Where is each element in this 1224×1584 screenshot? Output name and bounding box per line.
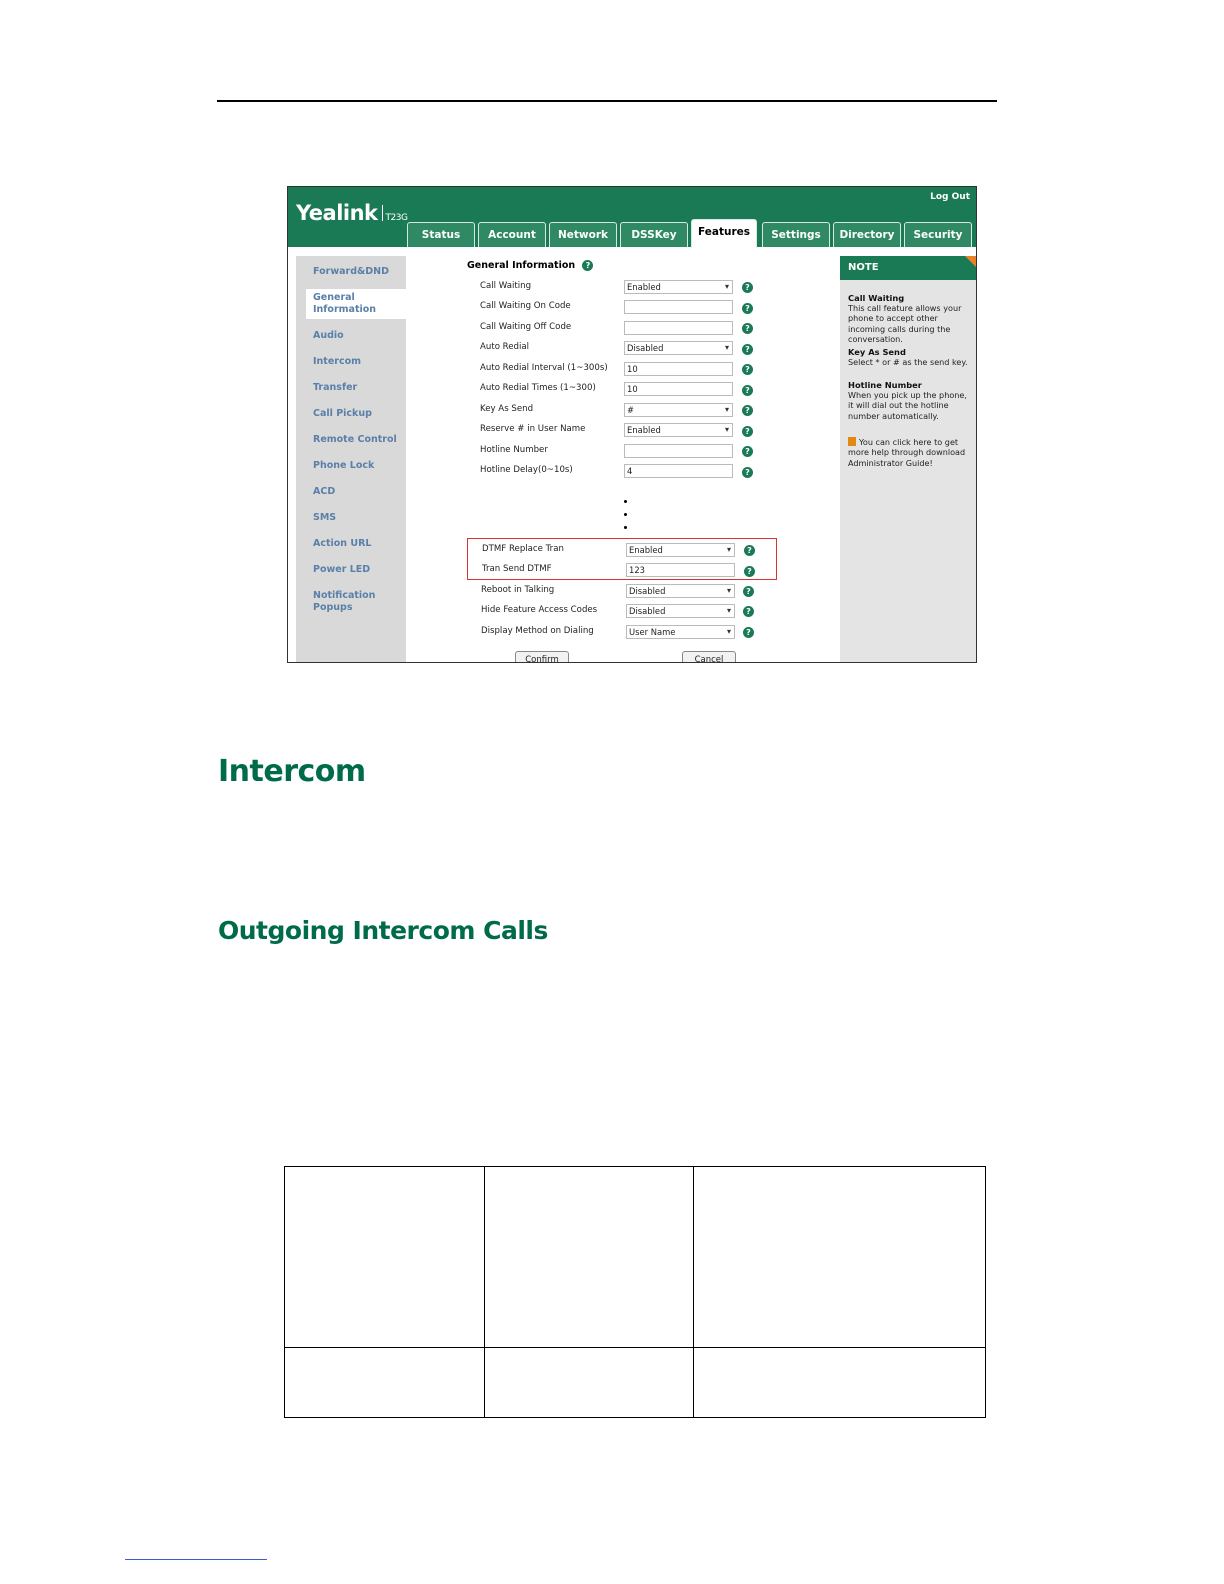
- field-label: Hotline Delay(0~10s): [480, 465, 573, 475]
- field-label: Auto Redial Interval (1~300s): [480, 363, 608, 373]
- header-rule: [217, 100, 997, 102]
- table-divider: [693, 1167, 694, 1417]
- ellipsis-dot: [624, 500, 627, 503]
- tab-network[interactable]: Network: [549, 222, 617, 247]
- parameter-table: [284, 1166, 986, 1418]
- sidebar-item-acd[interactable]: ACD: [313, 486, 336, 497]
- auto-redial-interval-input[interactable]: 10: [624, 362, 733, 376]
- question-icon[interactable]: ?: [742, 323, 753, 334]
- question-icon[interactable]: ?: [743, 627, 754, 638]
- question-icon[interactable]: ?: [742, 344, 753, 355]
- tab-directory[interactable]: Directory: [833, 222, 901, 247]
- field-label: Reserve # in User Name: [480, 424, 586, 434]
- note-title: NOTE: [840, 256, 976, 280]
- note-corner: [965, 256, 976, 267]
- field-label: Call Waiting On Code: [480, 301, 571, 311]
- field-label: Display Method on Dialing: [481, 626, 594, 636]
- question-icon[interactable]: ?: [742, 446, 753, 457]
- question-icon[interactable]: ?: [742, 303, 753, 314]
- note-body: When you pick up the phone, it will dial out the hotline number automatically.: [848, 390, 967, 421]
- field-label: DTMF Replace Tran: [482, 544, 564, 554]
- note-body: Select * or # as the send key.: [848, 357, 968, 367]
- hotline-delay-input[interactable]: 4: [624, 464, 733, 478]
- question-icon[interactable]: ?: [742, 385, 753, 396]
- question-icon[interactable]: ?: [742, 364, 753, 375]
- yealink-logo: Yealink T23G: [296, 201, 408, 225]
- field-label: Call Waiting Off Code: [480, 322, 572, 332]
- web-ui-screenshot: [287, 186, 977, 663]
- section-title: General Information ?: [467, 260, 589, 271]
- call-waiting-on-code-input[interactable]: [624, 300, 733, 314]
- tab-account[interactable]: Account: [478, 222, 546, 247]
- note-body: This call feature allows your phone to accept other incoming calls during the conversation.: [848, 303, 962, 345]
- field-label: Hide Feature Access Codes: [481, 605, 598, 615]
- note-heading: Call Waiting: [848, 293, 905, 303]
- book-icon: [848, 437, 856, 446]
- sidebar-item-audio[interactable]: Audio: [313, 330, 344, 341]
- key-as-send-select[interactable]: # ▾: [624, 403, 733, 417]
- question-icon[interactable]: ?: [742, 426, 753, 437]
- sidebar-item-call-pickup[interactable]: Call Pickup: [313, 408, 372, 419]
- auto-redial-times-input[interactable]: 10: [624, 382, 733, 396]
- field-label: Reboot in Talking: [481, 585, 555, 595]
- table-row-divider: [285, 1347, 985, 1348]
- field-label: Hotline Number: [480, 445, 548, 455]
- sidebar-item-forward-dnd[interactable]: Forward&DND: [313, 266, 389, 277]
- field-label: Call Waiting: [480, 281, 532, 291]
- sidebar-item-general-information[interactable]: General Information: [306, 289, 407, 319]
- sidebar-item-intercom[interactable]: Intercom: [313, 356, 362, 367]
- tran-send-dtmf-input[interactable]: 123: [626, 563, 735, 577]
- ellipsis-dot: [624, 526, 627, 529]
- sidebar-item-transfer[interactable]: Transfer: [313, 382, 358, 393]
- note-help-link[interactable]: You can click here to get more help through download Administrator Guide!: [848, 437, 966, 468]
- field-label: Auto Redial Times (1~300): [480, 383, 596, 393]
- tab-dsskey[interactable]: DSSKey: [620, 222, 688, 247]
- sidebar: [296, 256, 406, 662]
- dtmf-replace-tran-select[interactable]: Enabled ▾: [626, 543, 735, 557]
- reboot-in-talking-select[interactable]: Disabled ▾: [626, 584, 735, 598]
- reserve-hash-select[interactable]: Enabled ▾: [624, 423, 733, 437]
- question-icon[interactable]: ?: [743, 606, 754, 617]
- table-divider: [484, 1167, 485, 1417]
- sidebar-item-notification-popups[interactable]: Notification Popups: [313, 590, 376, 613]
- note-heading: Hotline Number: [848, 380, 922, 390]
- sidebar-item-action-url[interactable]: Action URL: [313, 538, 372, 549]
- top-bar: [288, 187, 976, 247]
- note-panel: [840, 256, 976, 662]
- auto-redial-select[interactable]: Disabled ▾: [624, 341, 733, 355]
- sidebar-item-remote-control[interactable]: Remote Control: [313, 434, 397, 445]
- ellipsis-dot: [624, 513, 627, 516]
- tab-features[interactable]: Features: [691, 219, 757, 248]
- display-method-select[interactable]: User Name ▾: [626, 625, 735, 639]
- question-icon[interactable]: ?: [742, 282, 753, 293]
- question-icon[interactable]: ?: [743, 586, 754, 597]
- sidebar-item-power-led[interactable]: Power LED: [313, 564, 371, 575]
- footnote-rule: [125, 1559, 267, 1560]
- question-icon[interactable]: ?: [582, 260, 593, 271]
- tab-status[interactable]: Status: [407, 222, 475, 247]
- call-waiting-off-code-input[interactable]: [624, 321, 733, 335]
- question-icon[interactable]: ?: [744, 545, 755, 556]
- question-icon[interactable]: ?: [744, 566, 755, 577]
- tab-security[interactable]: Security: [904, 222, 972, 247]
- field-label: Key As Send: [480, 404, 534, 414]
- settings-form: [412, 247, 836, 662]
- question-icon[interactable]: ?: [742, 467, 753, 478]
- hotline-number-input[interactable]: [624, 444, 733, 458]
- sidebar-item-sms[interactable]: SMS: [313, 512, 337, 523]
- hide-feature-access-codes-select[interactable]: Disabled ▾: [626, 604, 735, 618]
- confirm-button[interactable]: Confirm: [515, 651, 569, 663]
- call-waiting-select[interactable]: Enabled ▾: [624, 280, 733, 294]
- sidebar-item-phone-lock[interactable]: Phone Lock: [313, 460, 375, 471]
- heading-outgoing-intercom-calls: Outgoing Intercom Calls: [218, 916, 548, 945]
- cancel-button[interactable]: Cancel: [682, 651, 736, 663]
- note-heading: Key As Send: [848, 347, 906, 357]
- field-label: Tran Send DTMF: [482, 564, 552, 574]
- question-icon[interactable]: ?: [742, 405, 753, 416]
- field-label: Auto Redial: [480, 342, 530, 352]
- logout-link[interactable]: Log Out: [930, 192, 970, 202]
- heading-intercom: Intercom: [218, 754, 366, 789]
- tab-settings[interactable]: Settings: [762, 222, 830, 247]
